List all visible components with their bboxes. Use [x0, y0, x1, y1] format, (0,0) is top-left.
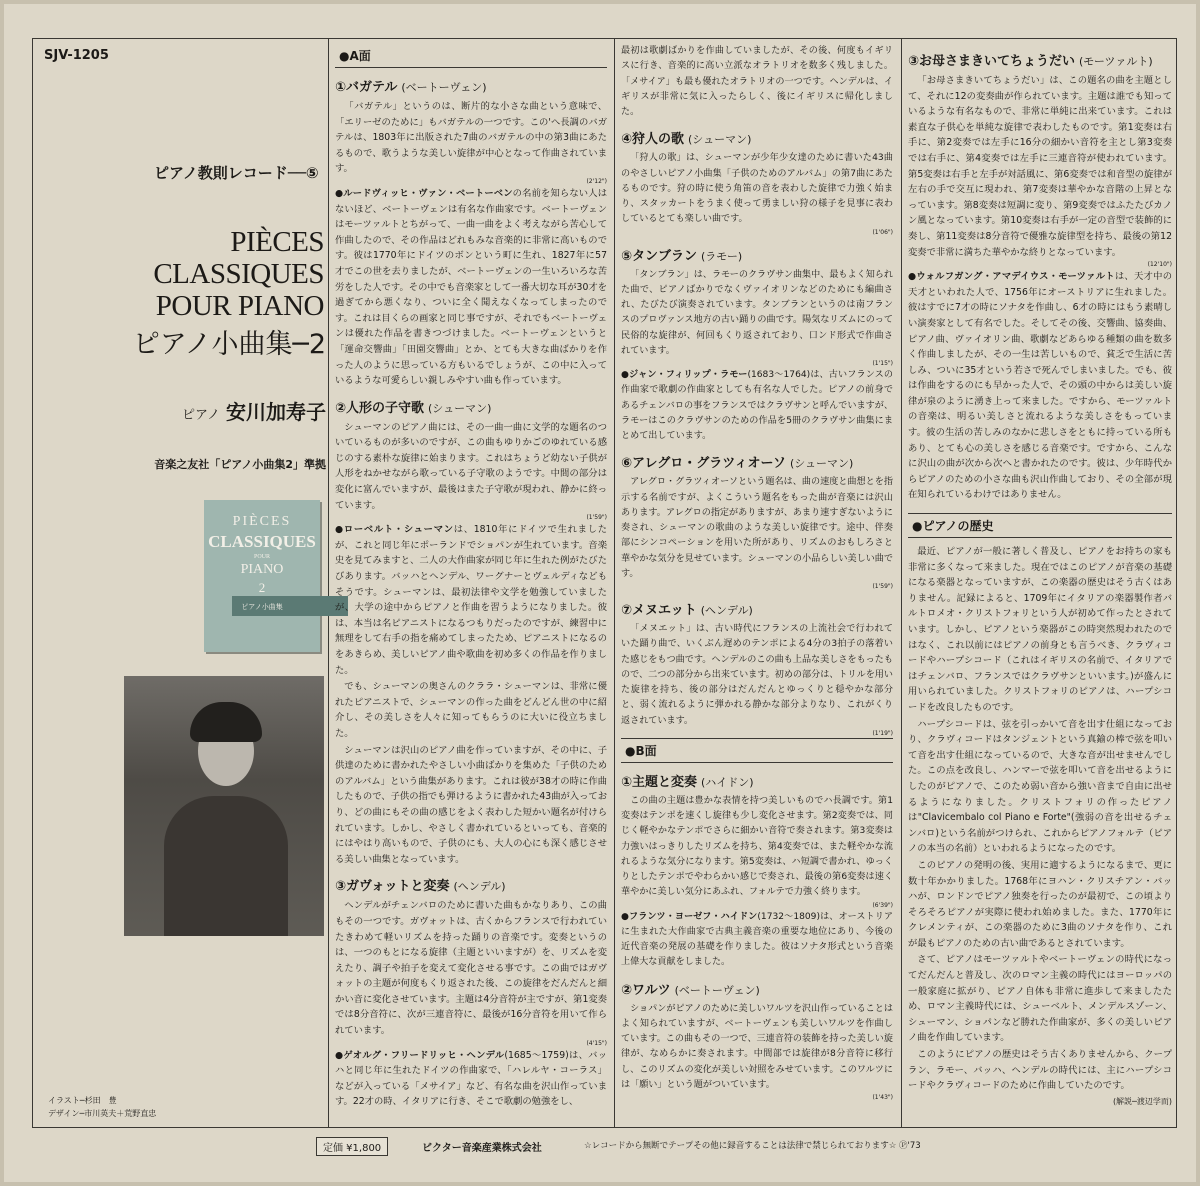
track-title: ②ワルツ (ベートーヴェン) — [621, 982, 760, 998]
track-duration: (12'10") — [1147, 261, 1172, 269]
paragraph: 最初は歌劇ばかりを作曲していましたが、その後、何度もイギリスに行き、音楽的に高い立派なオラトリオを数多く残しました。「メサイア」も最も優れたオラトリオの一つです。ヘンデルは、イギリスが非常に気に入ったらしく、後にイギリスに帰化しました。 — [621, 46, 893, 117]
performer-photo — [124, 676, 324, 936]
cover-text: PIANO — [240, 562, 284, 577]
history-header: ●ピアノの歴史 — [908, 513, 1172, 538]
composer-bio: ●フランツ・ヨーゼフ・ハイドン(1732～1809)は、オーストリアに生まれた大作曲家で古典主義音楽の重要な地位にあり、今後の近代音楽の発展の基礎を作りました。彼はソナタ形式という音楽上偉大な貢献をしました。 — [621, 911, 893, 968]
track-title: ⑦メヌエット (ヘンデル) — [621, 603, 753, 618]
history-paragraph: さて、ピアノはモーツァルトやベートーヴェンの時代になってだんだんと普及し、次のロマン主義の時代にはヨーロッパの一般家庭に拡がり、ピアノ自体も非常に進歩して来ましたため、ロマン主義時代には、シューベルト、メンデルスゾーン、シューマン、ショパンなど勝れた作曲家が、多くの美しいピアノ曲を作曲しています。 — [908, 954, 1172, 1044]
track-duration: (1'59") — [872, 583, 893, 590]
column-1 — [335, 44, 607, 1129]
column-divider — [901, 38, 902, 1128]
french-title — [76, 226, 324, 322]
track-title: ②人形の子守歌 (シューマン) — [335, 400, 492, 416]
track-title: ③ガヴォットと変奏 (ヘンデル) — [335, 879, 506, 895]
column-divider — [614, 38, 615, 1128]
composer-bio: ●ルードヴィッヒ・ヴァン・ベートーベンの名前を知らない人はないほど、ベートーヴェンは有名な作曲家です。ベートーヴェンはモーツァルトとちがって、一曲一曲をよく考えながら苦心して作曲したので、その作品はどれもみな音楽的に非常に高いものです。彼は1770年にドイツのボンという町に生れ、1827年に57才でこの世を去りましたが、ベートーヴェンの一生いろいろな苦労をした人です。その中でも音楽家として一番大切な耳が30才を過ぎてから悪くなり、ついに全く聞えなくなってしまったのです。これは目くらの画家と同じ事ですが、それでもベートーヴェンは優れた作品を書きつづけました。ベートーヴェンというと「運命交響曲」「田園交響曲」とか、とても大きな曲ばかりを作った人のように思っている方もいるでしょうが、この中に入っているような可愛らしい親しみやすい曲も作っています。 — [335, 187, 607, 387]
track-description: ヘンデルがチェンバロのために書いた曲もかなりあり、この曲もその一つです。ガヴォットは、古くからフランスで行われていたきわめて軽いリズムを持った踊りの音楽です。変奏というのは、一つのもとになる旋律（主題といいますが）を、リズムを変えたり、調子や拍子を変えて変化させる事です。この曲ではガヴォットの主題が何度もくり返された後、この旋律をだんだんと細かい音に変化させています。主題は4分音符が主ですが、第1変奏では8分音符に、次が三連音符に、最後が16分音符を用いて作られています。 — [335, 900, 607, 1037]
side-a-header: ●A面 — [335, 44, 607, 68]
cover-text: PIÈCES — [232, 514, 292, 529]
composer-bio: ●ジャン・フィリップ・ラモー(1683～1764)は、古いフランスの作曲家で歌劇の作曲家としても有名な人でした。ピアノの前身であるチェンバロの事をフランスではクラヴサンと呼んでいますが、ラモーはこのクラヴサンのための作品を5冊のクラヴサン曲集にまとめて出しています。 — [621, 370, 893, 441]
performer-name: 安川加寿子 — [226, 400, 326, 424]
credits — [48, 1094, 156, 1120]
series-label: ピアノ教則レコード──⑤ — [154, 164, 319, 182]
column-3 — [908, 44, 1172, 1129]
track-duration: (4'15") — [586, 1039, 607, 1047]
track-description: 「お母さまきいてちょうだい」は、この題名の曲を主題として、それに12の変奏曲が作られています。主題は誰でも知っているような有名なもので、非常に単純に出来ています。これは素直な子供心を単純な旋律で表わしたものです。第1変奏は右手に、第2変奏では左手に16分の細かい音符を主とし第3変奏では右手に、第4変奏では左手に三連音符が使われています。第5変奏は右手と左手が対話風に、第6変奏では和音型の旋律が左右の手で交互に現われ、第7変奏は華やかな音階の上昇となっています。第8変奏は短調に変り、第9変奏ではふたたびカノン風となっています。第10変奏は右手が一定の音型で装飾的に奏し、第11変奏は8分音符で優雅な旋律型を持ち、最後の第12変奏で非常に満ちた華やかな終りとなっています。 — [908, 75, 1172, 258]
french-title-line2: POUR PIANO — [155, 290, 324, 322]
track-duration: (1'15") — [872, 360, 893, 367]
price-box: 定価 ¥1,800 — [316, 1137, 388, 1156]
track-description: 「バガテル」というのは、断片的な小さな曲という意味で、「エリーゼのために」もバガテルの一つです。この'へ長調のバガテルは、1803年に出版された7曲のバガテルの中の第3曲にあたるもので、歌うような美しい旋律が中心となって作曲されています。 — [335, 101, 607, 175]
side-b-header: ●B面 — [621, 738, 893, 763]
credit-design: デザイン─市川英夫＋荒野直忠 — [48, 1109, 157, 1118]
track-title: ①主題と変奏 (ハイドン) — [621, 774, 754, 790]
column-divider — [328, 38, 329, 1128]
composer-bio: ●ローベルト・シューマンは、1810年にドイツで生れましたが、これと同じ年にポーランドでショパンが生れています。音楽史を見てみますと、二人の大作曲家が同じ年に生れた例がたびたびあります。バッハとヘンデル、ワーグナーとヴェルディなどもそうです。シューマンは、最初法律や文学を勉強していましたが、大学の途中からピアノと作曲を習うようになりました。彼は、本当は名ピアニストになるつもりだったのですが、練習中に無理をして右手の指を痛めてしまったため、ピアニストになるのをあきらめ、美しいピアノ曲や歌曲を初め多くの作品を作りました。 — [335, 524, 607, 676]
history-paragraph: このようにピアノの歴史はそう古くありませんから、クープラン、ラモー、バッハ、ヘンデルの時代には、主にハープシコードやクラヴィコードのために作曲していたのです。 — [908, 1049, 1172, 1092]
track-duration: (1'19") — [872, 729, 893, 737]
record-back-cover — [4, 4, 1196, 1182]
track-duration: (1'43") — [872, 1094, 893, 1101]
track-title: ③お母さまきいてちょうだい (モーツァルト) — [908, 54, 1153, 69]
track-title: ⑤タンブラン (ラモー) — [621, 248, 743, 264]
performer — [116, 396, 326, 425]
composer-bio: ●ウォルフガング・アマデイウス・モーツァルトは、天才中の天才といわれた人で、1756年にオーストリアに生れました。彼はすでに7才の時にソナタを作曲し、6才の時にはもう素晴しい演奏家として有名でした。そしてその後、交響曲、協奏曲、ピアノ曲、ヴァイオリン曲、歌劇などあらゆる種類の曲を数多く作曲しましたが、その一生は苦しいもので、貧乏で生活に苦しみ、ついに35才という若さで死んでしまいました。でも、彼は作曲をするのにも早かった人で、その頭の中からは美しい旋律が泉のように湧き上って来ました。ですから、モーツァルトの音楽は、明るい美しさと流れるような美しさをもっています。彼の生活の苦しみのなかに悲しさをともに持っている所もあり、とても心の美しさを感じる音楽です。ですから、こんなに沢山の曲が次から次へと書かれたのです。彼は、少年時代からピアノのための小さな曲も沢山作曲しており、その全部が現在知られているわけではありません。 — [908, 271, 1172, 501]
track-title: ⑥アレグロ・グラツィオーソ (シューマン) — [621, 456, 854, 472]
history-paragraph: 最近、ピアノが一般に著しく普及し、ピアノをお持ちの家も非常に多くなって来ました。現在ではこのピアノが音楽の基礎になる楽器となっていますが、この楽器の歴史はそう古くはありません。記録によると、1709年にイタリアの楽器製作者バルトロメオ・クリストフォリという人が初めて作ったとされています。しかし、ピアノという楽器がこの時突然現われたのではなく、これ以前にはピアノの前身とも言うべき、クラヴィコードやハープシコード（これはイギリスの名前で、イタリアではチェンバロ、フランスではクラヴサンといいます。)が盛んに用いられていました。クリストフォリのピアノは、ハープシコードを改良したものです。 — [908, 546, 1172, 713]
track-description: アレグロ・グラツィオーソという題名は、曲の速度と曲想とを指示する名前ですが、よくこういう題名をもった曲が音楽には沢山あります。アレグロの指定がありますが、あまり速すぎないように奏され、シューマンの歌曲のような美しい旋律です。途中、伴奏部にシンコペーションを用いた所があり、リズムのおもしろさと華やかな気分を見せています。シューマンの小品らしい美しい曲です。 — [621, 477, 893, 579]
copyright-notice: ☆レコードから無断でテープその他に録音することは法律で禁じられております☆ Ⓟ'73 — [584, 1141, 921, 1151]
paragraph: シューマンは沢山のピアノ曲を作っていますが、その中に、子供達のために書かれたやさしい小曲ばかりを集めた「子供のためのアルバム」という曲集があります。これは彼が38才の時に作曲したもので、子供の指でも弾けるように書かれた43曲が入っており、どの曲にもその曲の感じをよく表わした短かい題名が付けられています。しかし、やさしく書かれているといっても、音楽的にはやはり高いもので、子供のにも、大人の心にも深く感じさせる美しい曲集となっています。 — [335, 744, 607, 865]
cover-text: CLASSIQUES — [208, 532, 316, 551]
source-book-note: 音楽之友社「ピアノ小曲集2」準拠 — [154, 458, 326, 471]
track-duration: (1'06") — [872, 228, 893, 236]
cover-text: 2 — [258, 580, 266, 595]
photo-figure — [164, 796, 288, 936]
track-description: 「狩人の歌」は、シューマンが少年少女達のために書いた43曲のやさしいピアノ小曲集「子供のためのアルバム」の第7曲にあたるものです。狩の時に使う角笛の音を表わした旋律で力強く始まり、スタッカートをうまく使って勇ましい狩の様子を見事に表わしているとても楽しい曲です。 — [621, 153, 893, 225]
cover-text: POUR — [253, 554, 270, 560]
paragraph: でも、シューマンの奥さんのクララ・シューマンは、非常に優れたピアニストで、シューマンの作った曲をどんどん世の中に紹介し、その美しさを人々に知ってもらうのに大いに役立ちました。 — [335, 681, 607, 739]
column-2 — [621, 44, 893, 1129]
track-description: ショパンがピアノのために美しいワルツを沢山作っていることはよく知られていますが、ベートーヴェンも美しいワルツを作曲しています。この曲もその一つで、三連音符の装飾を持った美しい旋律が、なめらかに奏されます。中間部では旋律が8分音符に移行し、このリズムの変化が美しい対照をみせています。このワルツには「願い」という題がついています。 — [621, 1003, 893, 1090]
history-paragraph: ハープシコードは、弦を引っかいて音を出す仕組になっており、クラヴィコードはタンジェントという真鍮の棒で弦を叩いて音を出す仕組になっているので、大きな音が出せませんでした。この点を改良し、ハンマーで弦を叩いて音を出せるようにしたのがピアノで、このため弱い音から強い音まで自由に出せるようになりました。クリストフォリの作ったピアノは"Clavicembalo col Piano e Forte"(強弱の音を出せるチェンバロ)という名前がつけられ、これからピアノフォルテ（ピアノの本当の名前）といわれるようになったのです。 — [908, 718, 1172, 855]
commentary-signature: (解説─渡辺学而) — [1112, 1096, 1172, 1106]
history-paragraph: このピアノの発明の後、実用に適するようになるまで、更に数十年かかりました。1768年にヨハン・クリスチアン・バッハが、ロンドンでピアノ独奏を行ったのが最初で、この頃よりそろそろピアノが実際に使われ始めました。また、1770年にクレメンティが、この楽器のために3曲のソナタを作り、これが最もピアノのための古い曲であるとされています。 — [908, 859, 1172, 949]
cover-text: ピアノ小曲集 — [241, 603, 283, 611]
company-name: ビクター音楽産業株式会社 — [422, 1143, 542, 1154]
track-description: シューマンのピアノ曲には、その一曲一曲に文学的な題名のついているものが多いのですが、この曲もゆりかごのゆれている感じのする素朴な旋律に始まります。これはちょうど幼ない子供が人形をねかせながら歌っている子守歌のようです。中間の部分は変化に富んでいますが、最後はまた子守歌が現われ、静かに終っています。 — [335, 421, 607, 511]
track-duration: (1'59") — [586, 514, 607, 522]
track-title: ①バガテル (ベートーヴェン) — [335, 80, 487, 95]
book-cover-image — [204, 500, 320, 652]
credit-illustration: イラスト─杉田 豊 — [48, 1096, 117, 1105]
french-title-line1: PIÈCES CLASSIQUES — [153, 226, 324, 290]
track-title: ④狩人の歌 (シューマン) — [621, 132, 752, 148]
track-description: 「タンブラン」は、ラモーのクラヴサン曲集中、最もよく知られた曲で、ピアノばかりでなくヴァイオリンなどのためにも編曲され、たびたび演奏されています。タンブランというのは南フランスのプロヴァンス地方の古い踊りの曲です。陽気なリズムにのって民俗的な旋律が、何回もくり返されており、口ンド形式で作曲されています。 — [621, 269, 893, 356]
track-description: 「メヌエット」は、古い時代にフランスの上流社会で行われていた踊り曲で、いくぶん遅めのテンポによる4分の3拍子の落着いた感じをもつ曲です。ヘンデルのこの曲も上品な美しさをもったもので、二つの部分から出来ています。初めの部分は、トリルを用いた旋律を持ち、後の部分はだんだんとゆっくりと穏やかな部分と、弱く流れるように弾かれる静かな部分よりなり、これがくり返されています。 — [621, 624, 893, 726]
performer-role: ピアノ — [182, 408, 220, 423]
composer-bio: ●ゲオルグ・フリードリッヒ・ヘンデル(1685～1759)は、バッハと同じ年に生れたドイツの作曲家で、「ハレルヤ・コーラス」などが入っている「メサイア」など、有名な曲を沢山作っています。22才の時、イタリアに行き、そこで歌劇の勉強をし、 — [335, 1049, 607, 1108]
japanese-title: ピアノ小曲集─2 — [132, 329, 326, 360]
track-duration: (6'39") — [872, 901, 893, 909]
track-duration: (2'12") — [586, 177, 607, 185]
catalog-number: SJV-1205 — [44, 48, 109, 63]
track-description: この曲の主題は豊かな表情を持つ美しいものでハ長調です。第1変奏はテンポを速くし旋律も少し変化させます。第2変奏では、同じく軽やかなテンポでさらに細かい音符で奏されます。第3変奏は力強いはっきりしたリズムを持ち、第4変奏では、また軽やかな流れるような気分になります。第5変奏は、ハ短調で書かれ、ゆっくりとしたテンポでやわらかい感じで奏され、最後の第6変奏は速く華やかに美しい気分にあふれ、フォルテで力強く終ります。 — [621, 795, 893, 898]
photo-hair — [190, 702, 262, 742]
